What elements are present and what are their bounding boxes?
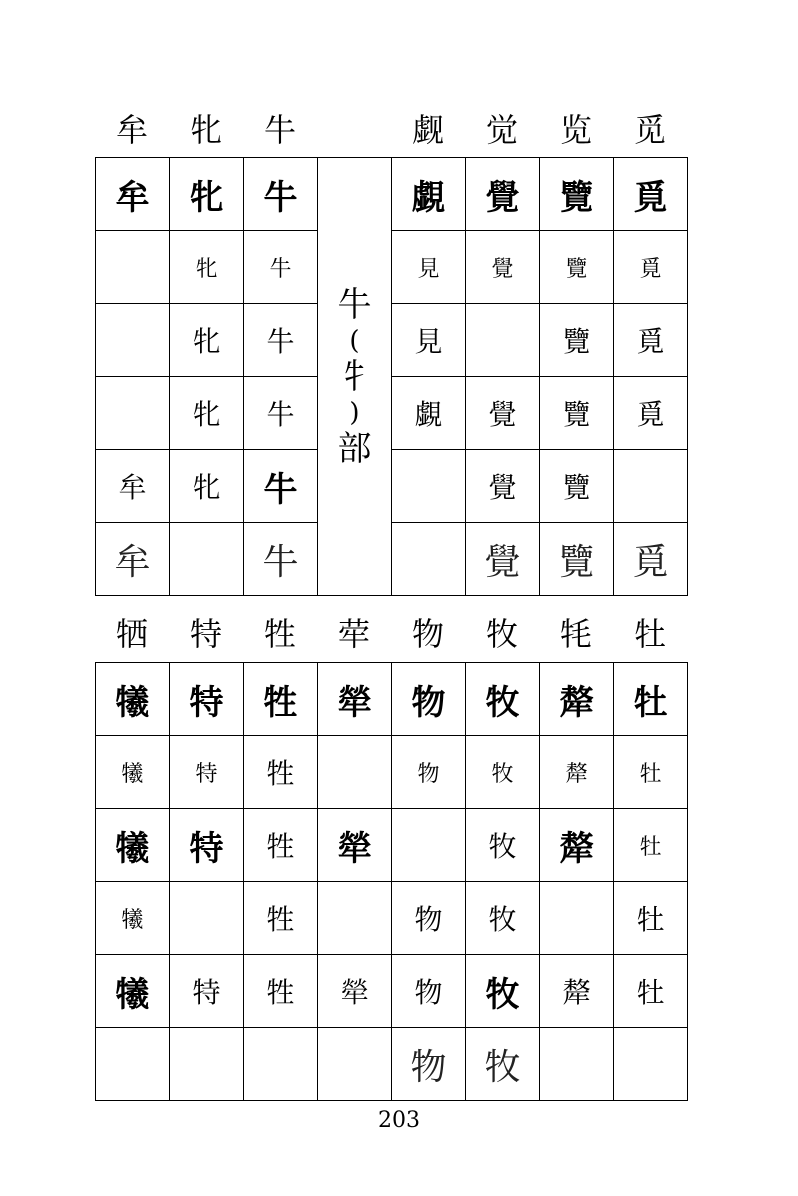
header-char: 牧 [485,615,518,653]
glyph-cell: 牧 [466,809,540,882]
glyph-cell: 犖 [318,663,392,736]
glyph-cell: 物 [392,736,466,809]
glyph-cell: 覷 [392,377,466,450]
radical-char: 牛 [337,284,372,325]
glyph-cell: 犧 [96,663,170,736]
glyph-cell: 牡 [614,882,688,955]
glyph-cell: 牲 [244,955,318,1028]
radical-label [318,158,392,596]
radical-open-paren: ( [349,325,360,356]
header-char: 觉 [485,111,518,149]
radical-close-paren: ) [349,397,360,428]
header-char: 牲 [263,615,296,653]
glyph-cell: 覽 [540,377,614,450]
glyph-cell: 牡 [614,809,688,882]
glyph-cell: 牛 [244,231,318,304]
glyph-cell: 犧 [96,809,170,882]
glyph-cell: 覽 [540,523,614,596]
glyph-cell: 牲 [244,663,318,736]
header-char: 觑 [411,111,444,149]
bottom-character-table [95,662,688,1101]
table-row [96,809,688,882]
glyph-cell [96,1028,170,1101]
glyph-cell [318,736,392,809]
header-char: 牟 [115,111,148,149]
glyph-cell: 物 [392,1028,466,1101]
glyph-cell: 覽 [540,304,614,377]
glyph-cell: 牝 [170,304,244,377]
glyph-cell: 牧 [466,955,540,1028]
glyph-cell [170,882,244,955]
glyph-cell: 犧 [96,882,170,955]
glyph-cell: 牛 [244,523,318,596]
glyph-cell [466,304,540,377]
glyph-cell: 特 [170,663,244,736]
table-row [96,663,688,736]
table-row [96,450,688,523]
glyph-cell: 牛 [244,158,318,231]
glyph-cell: 覺 [466,377,540,450]
glyph-cell: 犧 [96,736,170,809]
table-row [96,231,688,304]
glyph-cell [318,882,392,955]
glyph-cell: 犖 [318,955,392,1028]
glyph-cell [96,304,170,377]
header-char: 牛 [263,111,296,149]
glyph-cell [392,450,466,523]
header-char: 荦 [337,615,370,653]
table-row [96,882,688,955]
radical-variant: 牜 [337,356,372,397]
glyph-cell: 牟 [96,450,170,523]
glyph-cell: 牝 [170,158,244,231]
table-row [96,523,688,596]
table-row [96,304,688,377]
header-char: 物 [411,615,444,653]
glyph-cell: 特 [170,736,244,809]
glyph-cell [540,882,614,955]
header-char: 牝 [189,111,222,149]
glyph-cell: 牡 [614,736,688,809]
table-row [96,736,688,809]
glyph-cell: 覓 [614,158,688,231]
glyph-cell: 覺 [466,450,540,523]
glyph-cell: 覽 [540,158,614,231]
glyph-cell: 牲 [244,809,318,882]
glyph-cell: 牛 [244,377,318,450]
glyph-cell: 犛 [540,736,614,809]
table-row [96,955,688,1028]
header-spacer [317,108,391,152]
glyph-cell: 牟 [96,158,170,231]
glyph-cell: 牧 [466,736,540,809]
glyph-cell [170,1028,244,1101]
glyph-cell [244,1028,318,1101]
glyph-cell: 見 [392,304,466,377]
glyph-cell: 覓 [614,304,688,377]
radical-suffix: 部 [337,428,372,469]
glyph-cell: 犛 [540,809,614,882]
glyph-cell: 牲 [244,736,318,809]
glyph-cell: 牝 [170,377,244,450]
table-row [96,377,688,450]
glyph-cell: 牝 [170,450,244,523]
glyph-cell [318,1028,392,1101]
glyph-cell: 特 [170,809,244,882]
glyph-cell: 牧 [466,663,540,736]
glyph-cell: 特 [170,955,244,1028]
glyph-cell: 犧 [96,955,170,1028]
glyph-cell: 覺 [466,523,540,596]
glyph-cell: 犛 [540,955,614,1028]
glyph-cell [392,523,466,596]
glyph-cell: 牲 [244,882,318,955]
glyph-cell: 犖 [318,809,392,882]
glyph-cell: 覓 [614,377,688,450]
glyph-cell: 牛 [244,450,318,523]
glyph-cell: 物 [392,955,466,1028]
glyph-cell: 牛 [244,304,318,377]
table-row [96,1028,688,1101]
glyph-cell [392,809,466,882]
glyph-cell: 牡 [614,663,688,736]
glyph-cell: 牧 [466,882,540,955]
glyph-cell: 犛 [540,663,614,736]
page-number: 203 [378,1108,420,1133]
header-char: 牦 [559,615,592,653]
header-char: 觅 [633,111,666,149]
header-char: 览 [559,111,592,149]
table-row [96,158,688,231]
header-char: 特 [189,615,222,653]
glyph-cell [96,231,170,304]
glyph-cell: 覷 [392,158,466,231]
glyph-cell [614,450,688,523]
glyph-cell: 覓 [614,523,688,596]
glyph-cell: 物 [392,882,466,955]
glyph-cell: 覽 [540,231,614,304]
top-header-row [95,108,687,152]
glyph-cell: 牧 [466,1028,540,1101]
glyph-cell: 見 [392,231,466,304]
glyph-cell: 覺 [466,231,540,304]
glyph-cell: 覽 [540,450,614,523]
bottom-header-row [95,612,687,656]
header-char: 牺 [115,615,148,653]
glyph-cell: 覓 [614,231,688,304]
glyph-cell [170,523,244,596]
glyph-cell: 覺 [466,158,540,231]
glyph-cell: 牡 [614,955,688,1028]
top-character-table [95,157,688,596]
glyph-cell: 牝 [170,231,244,304]
glyph-cell [96,377,170,450]
glyph-cell [614,1028,688,1101]
glyph-cell: 物 [392,663,466,736]
header-char: 牡 [633,615,666,653]
glyph-cell: 牟 [96,523,170,596]
glyph-cell [540,1028,614,1101]
